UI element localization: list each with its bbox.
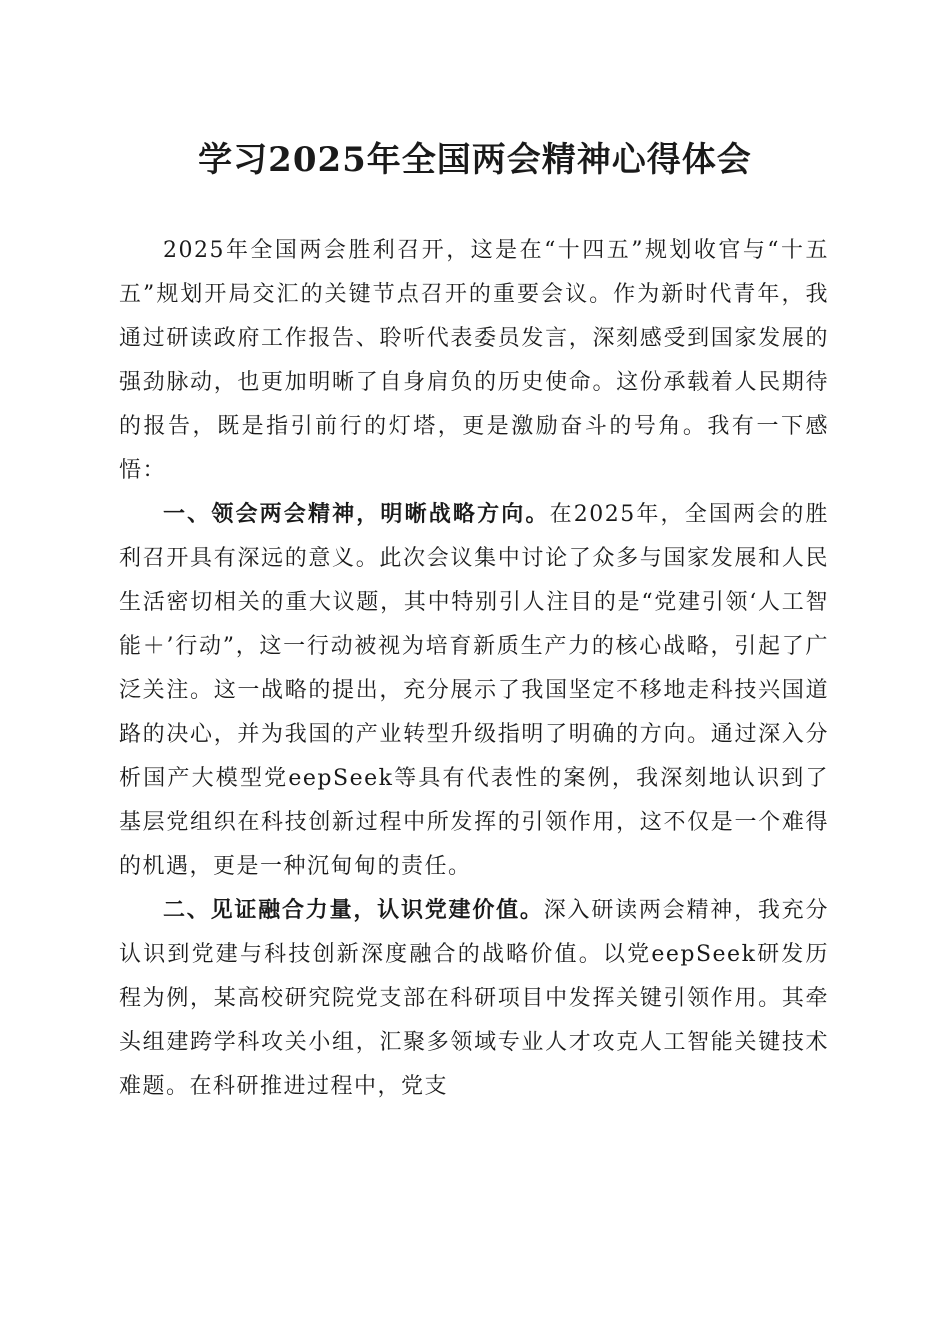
section-heading: 一、领会两会精神，明晰战略方向。 <box>163 502 550 527</box>
paragraph-text: 深入研读两会精神，我充分认识到党建与科技创新深度融合的战略价值。以党eepSeek研发历程为例，某高校研究院党支部在科研项目中发挥关键引领作用。其牵头组建跨学科攻关小组，汇聚多领域专业人才攻克人工智能关键技术难题。在科研推进过程中，党支 <box>119 898 829 1099</box>
document-title: 学习2025年全国两会精神心得体会 <box>198 140 752 180</box>
paragraph-section-2 <box>119 889 829 1109</box>
section-heading: 二、见证融合力量，认识党建价值。 <box>163 898 544 923</box>
document-body <box>119 229 829 1109</box>
paragraph-text: 2025年全国两会胜利召开，这是在“十四五”规划收官与“十五五”规划开局交汇的关键节点召开的重要会议。作为新时代青年，我通过研读政府工作报告、聆听代表委员发言，深刻感受到国家发展的强劲脉动，也更加明晰了自身肩负的历史使命。这份承载着人民期待的报告，既是指引前行的灯塔，更是激励奋斗的号角。我有一下感悟： <box>119 238 829 483</box>
paragraph-text: 在2025年，全国两会的胜利召开具有深远的意义。此次会议集中讨论了众多与国家发展和人民生活密切相关的重大议题，其中特别引人注目的是“党建引领‘人工智能＋’行动”，这一行动被视为培育新质生产力的核心战略，引起了广泛关注。这一战略的提出，充分展示了我国坚定不移地走科技兴国道路的决心，并为我国的产业转型升级指明了明确的方向。通过深入分析国产大模型党eepSeek等具有代表性的案例，我深刻地认识到了基层党组织在科技创新过程中所发挥的引领作用，这不仅是一个难得的机遇，更是一种沉甸甸的责任。 <box>119 502 829 879</box>
paragraph-section-1 <box>119 493 829 889</box>
paragraph-intro <box>119 229 829 493</box>
